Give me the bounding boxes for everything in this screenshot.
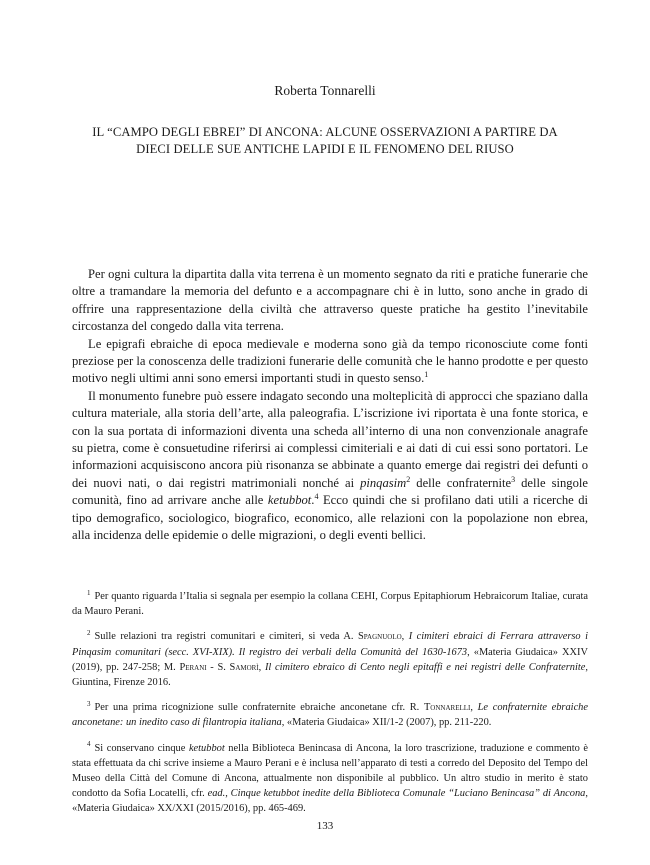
footnote-3 [72, 700, 588, 730]
footnote-2 [72, 629, 588, 690]
footnote-2-text-c: , «Materia Giudaica» XXIV (2019), pp. 247-258; M. [72, 646, 588, 673]
footnote-1 [72, 589, 588, 619]
paragraph-3-text-d: . [311, 493, 315, 508]
footnote-3-number: 3 [87, 699, 91, 708]
paragraph-3-text-a: Il monumento funebre può essere indagato secondo una molteplicità di approcci che spaziano dalla cultura materiale, alla storia dell’arte, alla paleografia. L’iscrizione ivi riportata è una fonte storica, e con la sua portata di informazioni diventa una scheda all’interno di una non convenzionale anagrafe su pietra, come è consuetudine riferirsi ai complessi cimiteriali e ai dati di cui essi sono portatori. Le informazioni acquisiscono ancora più risonanza se abbinate a quanto emerge dai registri dei defunti o dei nuovi nati, o dai registri matrimoniali nonché ai [72, 388, 588, 490]
footnote-4-number: 4 [87, 740, 91, 749]
footnote-3-text-b: , [470, 702, 478, 714]
footnote-4-ead: ead. [207, 788, 226, 800]
paragraph-3-text-e: Ecco quindi che si profilano dati utili a ricerche di tipo demografico, sociologico, biografico, economico, alle relazioni con la popolazione non ebrea, alla incidenza delle epidemie o delle migrazioni, o degli eventi bellici. [72, 493, 589, 543]
article-title [60, 124, 590, 158]
footnote-2-text-b: , [401, 631, 409, 643]
footnote-2-number: 2 [87, 628, 91, 637]
footnote-2-text-d: - S. [206, 661, 230, 673]
footnote-4-text-a: Si conservano cinque [94, 742, 189, 754]
footnote-4-text-c: , [225, 788, 231, 800]
footnote-4-text-b: nella Biblioteca Benincasa di Ancona, la loro trascrizione, traduzione e commento è stata effettuata da chi scrive insieme a Mauro Perani e è inclusa nell’apparato di testi a corredo del Deposito del Tempo del Museo della Città del Comune di Ancona, attualmente non disponibile al pubblico. Un altro studio in merito è stato condotto da Sofia Locatelli, cfr. [72, 742, 588, 800]
footnote-ref-4[interactable]: 4 [314, 492, 319, 502]
author-name: Roberta Tonnarelli [274, 83, 376, 98]
footnote-2-text-e: , [258, 661, 265, 673]
author-perani: Perani [179, 661, 207, 673]
author-spagnuolo: Spagnuolo [358, 631, 402, 643]
footnote-2-title-2: Il cimitero ebraico di Cento negli epitaffi e nei registri delle Confraternite [264, 661, 586, 673]
paragraph-3-text-c: delle singole comunità, fino ad arrivare anche alle [72, 475, 588, 508]
footnote-2-text-f: , Giuntina, Firenze 2016. [72, 661, 588, 689]
footnote-4-term-ketubbot: ketubbot [188, 742, 225, 754]
footnote-ref-1[interactable]: 1 [424, 370, 429, 380]
footnote-4-text-d: , «Materia Giudaica» XX/XXI (2015/2016), pp. 465-469. [72, 788, 588, 815]
paragraph-2-text: Le epigrafi ebraiche di epoca medievale e moderna sono già da tempo riconosciute come fonti preziose per la conoscenza delle tradizioni funerarie delle comunità che le hanno prodotte e per questo motivo negli ultimi anni sono emersi importanti studi in questo senso. [72, 336, 588, 386]
title-line-1: IL “CAMPO DEGLI EBREI” DI ANCONA: ALCUNE OSSERVAZIONI A PARTIRE DA [92, 125, 558, 139]
paragraph-3-text-b: delle confraternite [410, 475, 512, 490]
title-line-2: DIECI DELLE SUE ANTICHE LAPIDI E IL FENOMENO DEL RIUSO [136, 142, 514, 156]
footnote-ref-2[interactable]: 2 [406, 474, 411, 484]
paragraph-3 [72, 388, 588, 545]
footnote-3-title: Le confraternite ebraiche anconetane: un inedito caso di filantropia italiana [72, 702, 588, 729]
paragraph-1: Per ogni cultura la dipartita dalla vita terrena è un momento segnato da riti e pratiche funerarie che oltre a tramandare la memoria del defunto e a accompagnare chi è in lutto, sono anche in grado di offrire una rappresentazione della civiltà che attraverso queste pratiche ha gestito l’inevitabile circostanza del congedo dalla vita terrena. [72, 267, 588, 334]
footnote-4-title: Cinque ketubbot inedite della Biblioteca Comunale “Luciano Benincasa” di Ancona [230, 788, 586, 800]
footnote-3-text-a: Per una prima ricognizione sulle confraternite ebraiche anconetane cfr. R. [94, 702, 424, 714]
author-samori: Samorì [229, 661, 259, 673]
footnote-1-text: Per quanto riguarda l’Italia si segnala per esempio la collana CEHI, Corpus Epitaphiorum Hebraicorum Italiae, curata da Mauro Perani. [72, 591, 588, 618]
term-ketubbot: ketubbot [267, 493, 312, 508]
term-pinqasim: pinqasim [360, 475, 407, 490]
footnote-3-text-c: , «Materia Giudaica» XII/1-2 (2007), pp. 211-220. [281, 717, 492, 729]
footnote-1-number: 1 [87, 588, 91, 597]
page-number: 133 [316, 820, 334, 832]
footnote-2-text-a: Sulle relazioni tra registri comunitari e cimiteri, si veda A. [94, 631, 359, 643]
author-tonnarelli: Tonnarelli [423, 702, 471, 714]
paragraph-2 [72, 336, 588, 388]
footnote-ref-3[interactable]: 3 [511, 474, 516, 484]
footnote-4 [72, 741, 588, 817]
body-text [72, 266, 588, 545]
footnote-2-title-1: I cimiteri ebraici di Ferrara attraverso i Pinqasim comunitari (secc. XVI-XIX). Il registro dei verbali della Comunità del 1630-1673 [72, 631, 588, 658]
footnotes [72, 589, 588, 827]
